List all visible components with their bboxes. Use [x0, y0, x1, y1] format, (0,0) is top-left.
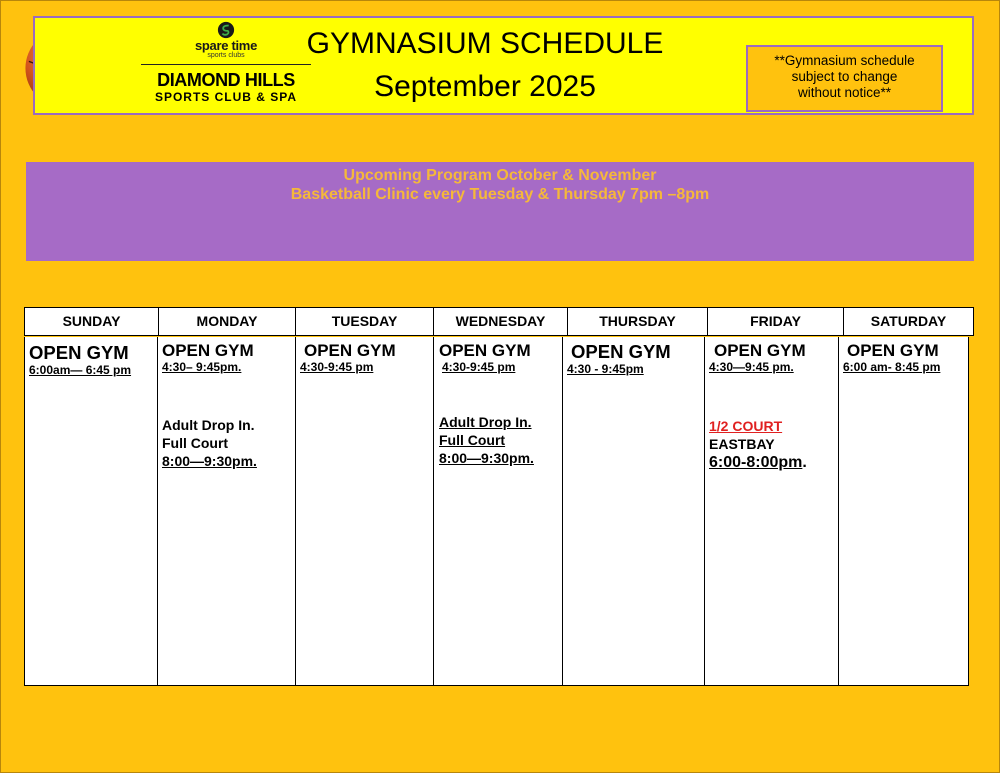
open-gym-time: 4:30—9:45 pm. — [709, 360, 794, 374]
day-column-saturday — [838, 337, 969, 686]
notice-line: **Gymnasium schedule — [774, 53, 915, 68]
page-title: GYMNASIUM SCHEDULE — [306, 27, 664, 60]
logo-spare-time: spare time — [194, 38, 258, 53]
open-gym-label: OPEN GYM — [847, 341, 939, 360]
program-heading: Upcoming Program October & November — [343, 167, 657, 184]
spare-time-logo-icon — [217, 21, 235, 39]
event-time: 8:00—9:30pm. — [162, 453, 257, 469]
day-header-wednesday: WEDNESDAY — [433, 307, 568, 336]
notice-line: subject to change — [791, 69, 898, 84]
notice-line: without notice** — [797, 85, 892, 100]
open-gym-time: 6:00am— 6:45 pm — [29, 363, 132, 377]
event-detail: EASTBAY — [709, 436, 775, 452]
event-title: Adult Drop In. — [162, 417, 255, 433]
day-column-tuesday — [295, 337, 434, 686]
day-header-monday: MONDAY — [158, 307, 296, 336]
day-column-sunday — [24, 337, 158, 686]
open-gym-label: OPEN GYM — [162, 341, 254, 360]
open-gym-label: OPEN GYM — [571, 341, 671, 362]
half-court-label: 1/2 COURT — [709, 418, 783, 434]
logo-divider — [141, 64, 311, 65]
schedule-table — [24, 307, 974, 687]
open-gym-label: OPEN GYM — [29, 342, 129, 363]
event-time-period: . — [802, 454, 807, 471]
event-detail: Full Court — [439, 432, 506, 448]
club-logo — [139, 20, 313, 112]
open-gym-label: OPEN GYM — [714, 341, 806, 360]
day-column-monday — [157, 337, 296, 686]
event-title: Adult Drop In. — [439, 414, 532, 430]
day-header-thursday: THURSDAY — [567, 307, 708, 336]
page-subtitle: September 2025 — [374, 70, 596, 103]
open-gym-time: 4:30-9:45 pm — [300, 360, 374, 374]
open-gym-time: 6:00 am- 8:45 pm — [843, 360, 941, 374]
logo-diamond-hills: DIAMOND HILLS — [157, 70, 295, 90]
day-header-sunday: SUNDAY — [24, 307, 159, 336]
day-column-wednesday — [433, 337, 563, 686]
day-header-friday: FRIDAY — [707, 307, 844, 336]
open-gym-label: OPEN GYM — [439, 341, 531, 360]
day-column-friday — [704, 337, 839, 686]
open-gym-time: 4:30– 9:45pm. — [162, 360, 242, 374]
upcoming-program-banner — [26, 162, 974, 261]
event-detail: Full Court — [162, 435, 229, 451]
program-detail: Basketball Clinic every Tuesday & Thursday 7pm –8pm — [290, 186, 710, 203]
logo-sports-club-spa: SPORTS CLUB & SPA — [154, 90, 298, 104]
logo-sports-clubs: sports clubs — [207, 52, 245, 59]
event-time-value: 6:00-8:00pm — [709, 454, 803, 471]
open-gym-label: OPEN GYM — [304, 341, 396, 360]
open-gym-time: 4:30 - 9:45pm — [567, 362, 644, 376]
day-header-saturday: SATURDAY — [843, 307, 974, 336]
day-column-thursday — [562, 337, 705, 686]
schedule-notice — [746, 45, 943, 112]
event-time: 8:00—9:30pm. — [439, 450, 534, 466]
event-time — [709, 454, 807, 472]
header-banner — [33, 16, 974, 115]
open-gym-time: 4:30-9:45 pm — [442, 360, 516, 374]
day-header-tuesday: TUESDAY — [295, 307, 434, 336]
